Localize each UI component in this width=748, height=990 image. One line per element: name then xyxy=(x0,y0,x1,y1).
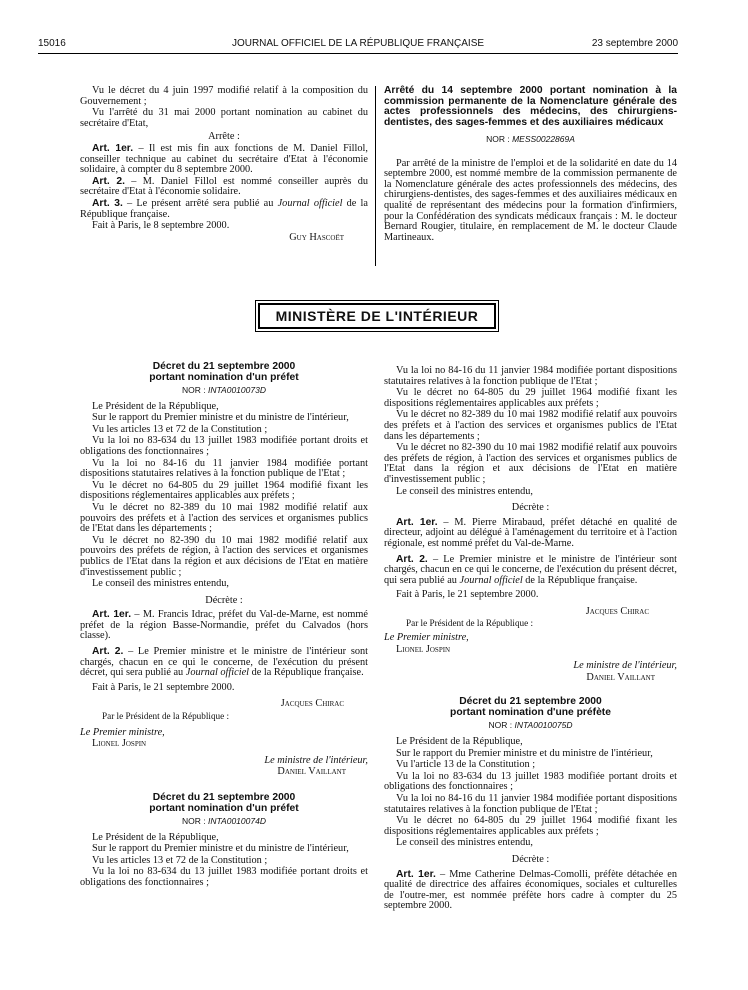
paragraph: Le Président de la République, xyxy=(396,736,523,748)
article-2 xyxy=(80,647,368,679)
paragraph: Vu la loi no 84-16 du 11 janvier 1984 modifiée portant dispositions statutaires relatives à la fonction publique de l'Etat ; xyxy=(80,457,368,480)
premier-ministre-name: Lionel Jospin xyxy=(396,643,451,655)
paragraph: Le conseil des ministres entendu, xyxy=(396,485,533,497)
article-text: – Le présent arrêté sera publié au xyxy=(122,197,278,209)
ministre-title xyxy=(384,661,677,672)
ministre-title xyxy=(80,756,368,767)
paragraph: Par arrêté de la ministre de l'emploi et de la solidarité en date du 14 septembre 2000, est nommé membre de la commission permanente de la Nomenclature générale des actes professionnels des médecins, des chirurgiens-dentistes, des sages-femmes et des auxiliaires médicaux en qualité de représentant des médecins pour la formation d'infirmiers, pour la Confédération des syndicats médicaux français : M. le docteur Bernard Rougier, titulaire, en remplacement de M. le docteur Claude Martineaux. xyxy=(384,157,677,243)
ministre-name: Daniel Vaillant xyxy=(586,671,655,683)
page-number: 15016 xyxy=(38,38,66,49)
article-2 xyxy=(384,555,677,587)
paragraph: Vu le décret no 82-390 du 10 mai 1982 modifié relatif aux pouvoirs des préfets de région, à l'action des services et organismes publics de l'Etat dans la région et aux décisions de l'Etat en matière d'investissement public ; xyxy=(80,534,368,578)
par-le-president: Par le Président de la République : xyxy=(406,618,534,629)
fait-a-paris: Fait à Paris, le 21 septembre 2000. xyxy=(92,681,235,693)
article-text: – M. Daniel Fillol est nommé conseiller auprès du secrétaire d'Etat à l'économie solidaire. xyxy=(80,175,368,198)
paragraph: Vu la loi no 83-634 du 13 juillet 1983 modifiée portant droits et obligations des fonctionnaires ; xyxy=(80,866,368,888)
decree-title xyxy=(80,362,368,383)
top-left-column xyxy=(80,86,368,244)
article-text: – M. Pierre Mirabaud, préfet détaché en qualité de directeur, adjoint au délégué à l'aménagement du territoire et à l'action régionale, est nommé préfet du Val-de-Marne. xyxy=(384,516,677,549)
paragraph: Vu le décret no 64-805 du 29 juillet 1964 modifié fixant les dispositions réglementaires applicables aux préfets ; xyxy=(384,387,677,409)
article-text: de la République française. xyxy=(80,197,368,220)
paragraph: Vu la loi no 84-16 du 11 janvier 1984 modifiée portant dispositions statutaires relatives à la fonction publique de l'Etat ; xyxy=(384,793,677,815)
premier-ministre-title-text: Le Premier ministre, xyxy=(80,726,165,738)
paragraph: Le conseil des ministres entendu, xyxy=(92,578,229,590)
journal-name: Journal officiel xyxy=(277,197,343,209)
article-text: – Mme Catherine Delmas-Comolli, préfète détachée en qualité de directrice des affaires économiques, sociales et culturelles de l'outre-mer, est nommée préfète hors cadre à compter du 25 septembre 2000. xyxy=(384,868,677,912)
ministry-box xyxy=(255,300,499,332)
paragraph: Vu le décret no 82-389 du 10 mai 1982 modifié relatif aux pouvoirs des préfets et à l'action des services et organismes publics de l'Etat dans les départements ; xyxy=(80,501,368,535)
article-label: Art. 2. xyxy=(92,175,125,187)
article-label: Art. 3. xyxy=(92,197,123,209)
nor-reference xyxy=(384,134,677,145)
decree-title-line: portant nomination d'une préfète xyxy=(450,706,611,718)
ministre-title-text: Le ministre de l'intérieur, xyxy=(573,660,677,672)
journal-name: Journal officiel xyxy=(185,667,249,679)
ministre-name: Daniel Vaillant xyxy=(277,766,346,778)
article-label: Art. 1er. xyxy=(396,868,436,880)
premier-ministre-title-text: Le Premier ministre, xyxy=(384,632,469,644)
page-header xyxy=(38,38,678,52)
premier-ministre-title xyxy=(80,728,368,739)
nor-reference xyxy=(80,816,368,827)
column-divider xyxy=(375,86,376,266)
decree-title-line: Décret du 21 septembre 2000 xyxy=(459,696,602,708)
paragraph: Vu le décret no 82-389 du 10 mai 1982 modifié relatif aux pouvoirs des préfets et à l'action des services et organismes publics de l'Etat dans les départements ; xyxy=(384,409,677,442)
ministre-title-text: Le ministre de l'intérieur, xyxy=(264,754,368,766)
nor-label: NOR : xyxy=(488,720,515,731)
issue-date: 23 septembre 2000 xyxy=(591,38,678,49)
par-le-president: Par le Président de la République : xyxy=(102,711,230,722)
paragraph: Vu la loi no 83-634 du 13 juillet 1983 modifiée portant droits et obligations des fonctionnaires ; xyxy=(384,770,677,793)
nor-reference xyxy=(80,385,368,396)
article-text: – Il est mis fin aux fonctions de M. Daniel Fillol, conseiller technique au cabinet du secrétaire d'Etat à l'économie solidaire, à compter du 8 septembre 2000. xyxy=(80,142,368,176)
article-1 xyxy=(80,610,368,642)
paragraph: Le conseil des ministres entendu, xyxy=(396,837,533,849)
signature-president: Jacques Chirac xyxy=(280,698,344,710)
nor-label: NOR : xyxy=(182,385,208,395)
article-text: – M. Francis Idrac, préfet du Val-de-Marne, est nommé préfet de la région Basse-Normandie, préfet du Calvados (hors classe). xyxy=(80,609,368,642)
article-1 xyxy=(80,144,368,176)
arrete-title: Arrêté du 14 septembre 2000 portant nomination à la commission permanente de la Nomenclature générale des actes professionnels des médecins, des chirurgiens-dentistes, des sages-femmes et des auxiliaires médicaux xyxy=(384,85,677,128)
paragraph: Vu la loi no 84-16 du 11 janvier 1984 modifiée portant dispositions statutaires relatives à la fonction publique de l'Etat ; xyxy=(384,365,677,387)
article-text: – Le Premier ministre et le ministre de l'intérieur sont chargés, chacun en ce qui le concerne, de l'exécution du présent décret, qui sera publié au xyxy=(384,553,677,586)
paragraph: Vu les articles 13 et 72 de la Constitution ; xyxy=(92,854,268,866)
nor-reference xyxy=(384,720,677,731)
fait-a-paris: Fait à Paris, le 8 septembre 2000. xyxy=(92,220,230,232)
signature-president: Jacques Chirac xyxy=(585,605,649,617)
paragraph: Vu le décret no 64-805 du 29 juillet 1964 modifié fixant les dispositions réglementaires applicables aux préfets ; xyxy=(384,815,677,837)
decree-title xyxy=(384,697,677,718)
nor-code: INTA0010074D xyxy=(208,816,266,826)
fait-a-paris: Fait à Paris, le 21 septembre 2000. xyxy=(396,589,539,601)
article-2 xyxy=(80,177,368,198)
arrete-heading: Arrête : xyxy=(208,131,240,143)
decree-title-line: Décret du 21 septembre 2000 xyxy=(152,792,296,803)
paragraph: Vu l'arrêté du 31 mai 2000 portant nomination au cabinet du secrétaire d'Etat, xyxy=(80,107,368,129)
paragraph: Le Président de la République, xyxy=(92,831,219,843)
paragraph: Vu la loi no 83-634 du 13 juillet 1983 modifiée portant droits et obligations des fonctionnaires ; xyxy=(80,435,368,457)
paragraph: Sur le rapport du Premier ministre et du ministre de l'intérieur, xyxy=(396,747,653,759)
article-text: de la République française. xyxy=(249,667,364,679)
paragraph: Sur le rapport du Premier ministre et du ministre de l'intérieur, xyxy=(92,843,349,855)
article-label: Art. 1er. xyxy=(92,609,132,621)
article-label: Art. 2. xyxy=(396,553,428,565)
journal-name: Journal officiel xyxy=(459,574,523,586)
article-label: Art. 2. xyxy=(92,646,124,658)
nor-code: MESS0022869A xyxy=(512,134,575,144)
signature: Guy Hascoët xyxy=(289,231,344,243)
premier-ministre-name: Lionel Jospin xyxy=(92,738,147,750)
paragraph: Vu les articles 13 et 72 de la Constitution ; xyxy=(92,423,268,435)
decrete-heading: Décrète : xyxy=(205,594,243,606)
premier-ministre-title xyxy=(384,633,677,644)
top-right-column xyxy=(384,86,677,244)
article-label: Art. 1er. xyxy=(92,142,134,154)
article-text: – Le Premier ministre et le ministre de l'intérieur sont chargés, chacun en ce qui le concerne, de l'exécution du présent décret, qui sera publié au xyxy=(80,646,368,679)
decree-title-line: Décret du 21 septembre 2000 xyxy=(152,361,296,372)
nor-label: NOR : xyxy=(486,134,513,144)
decree-title-line: portant nomination d'un préfet xyxy=(149,371,299,383)
article-text: de la République française. xyxy=(522,574,638,586)
nor-code: INTA0010073D xyxy=(208,385,266,395)
paragraph: Sur le rapport du Premier ministre et du ministre de l'intérieur, xyxy=(92,412,349,424)
ministry-heading: MINISTÈRE DE L'INTÉRIEUR xyxy=(258,303,496,329)
decrete-heading: Décrète : xyxy=(511,502,550,514)
paragraph: Vu l'article 13 de la Constitution ; xyxy=(396,759,536,771)
decree-title xyxy=(80,793,368,814)
bottom-right-column xyxy=(384,366,677,913)
paragraph: Le Président de la République, xyxy=(92,400,219,412)
bottom-left-column xyxy=(80,362,368,890)
paragraph: Vu le décret du 4 juin 1997 modifié relatif à la composition du Gouvernement ; xyxy=(80,85,368,107)
decrete-heading: Décrète : xyxy=(511,853,550,865)
nor-label: NOR : xyxy=(182,816,208,826)
article-3 xyxy=(80,199,368,220)
header-rule xyxy=(38,53,678,54)
nor-code: INTA0010075D xyxy=(514,720,573,731)
paragraph: Vu le décret no 82-390 du 10 mai 1982 modifié relatif aux pouvoirs des préfets de région, à l'action des services et organismes publics de l'Etat dans la région et aux décisions de l'Etat en matière d'investissement public ; xyxy=(384,442,677,485)
decree-title-line: portant nomination d'un préfet xyxy=(149,802,299,814)
journal-title: JOURNAL OFFICIEL DE LA RÉPUBLIQUE FRANÇAISE xyxy=(231,38,485,49)
article-1 xyxy=(384,870,677,912)
article-1 xyxy=(384,518,677,550)
article-label: Art. 1er. xyxy=(396,516,438,528)
paragraph: Vu le décret no 64-805 du 29 juillet 1964 modifié fixant les dispositions réglementaires applicables aux préfets ; xyxy=(80,479,368,502)
